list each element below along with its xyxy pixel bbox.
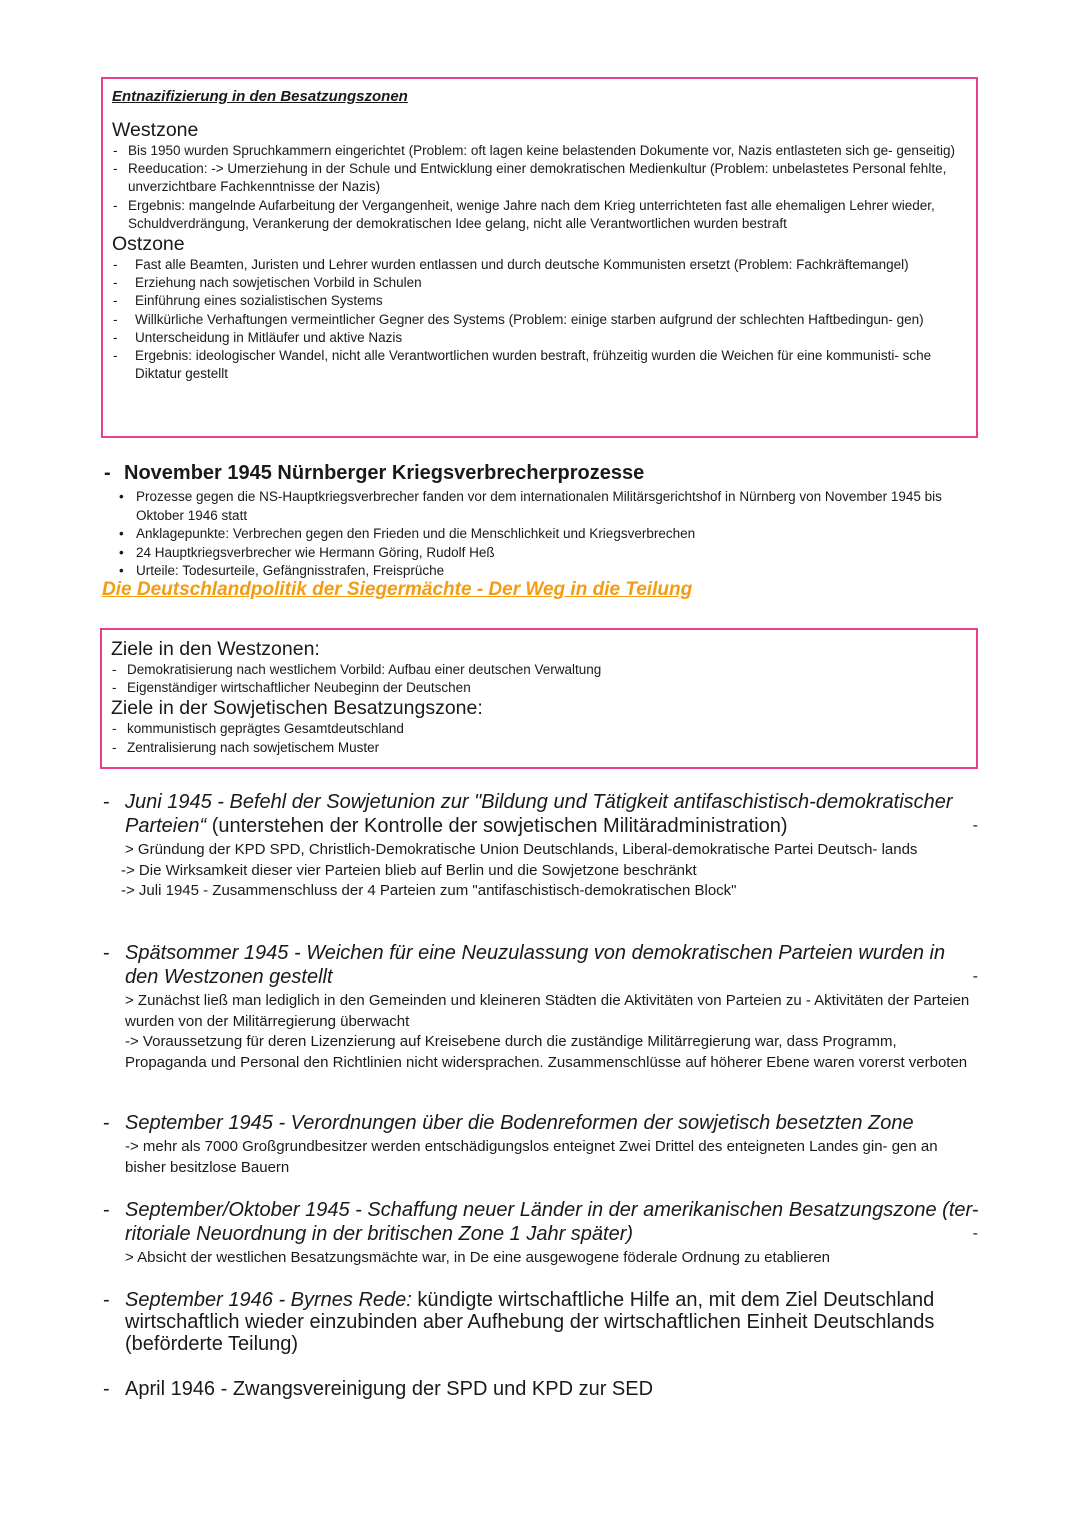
- event-detail: -> Die Wirksamkeit dieser vier Parteien blieb auf Berlin und die Sowjetzone beschränkt: [121, 861, 697, 879]
- west-goals-heading: Ziele in den Westzonen:: [111, 638, 320, 660]
- event-headline-rest: kündigte wirtschaftliche Hilfe an, mit dem Ziel Deutschland wirtschaftlich wieder einzubinden aber Aufhebung der wirtschaftlichen Einheit Deutschlands (beförderte Teilung): [125, 1289, 935, 1355]
- box-title: Entnazifizierung in den Besatzungszonen: [112, 88, 408, 105]
- list-item: • 24 Hauptkriegsverbrecher wie Hermann Göring, Rudolf Heß: [102, 544, 982, 563]
- nuremberg-section: [102, 460, 982, 581]
- event-april-1946: [100, 1377, 980, 1401]
- east-zone-heading: Ostzone: [112, 233, 185, 256]
- event-detail: > Zunächst ließ man lediglich in den Gemeinden und kleineren Städten die Aktivitäten von Parteien zu - Aktivitäten der Parteien wurden von der Militärregierung überwacht: [125, 992, 970, 1030]
- trailing-dash: -: [972, 968, 978, 985]
- list-item: • Anklagepunkte: Verbrechen gegen den Frieden und die Menschlichkeit und Kriegsverbrechen: [102, 525, 982, 544]
- event-headline-rest: April 1946 - Zwangsvereinigung der SPD und KPD zur SED: [125, 1378, 654, 1400]
- list-item: - Ergebnis: mangelnde Aufarbeitung der Vergangenheit, wenige Jahre nach dem Krieg unterrichteten fast alle ehemaligen Lehrer wieder, Schuldverdrängung, Verankerung der demokratischen Idee gelang, nicht alle Verantwortlichen wurden bestraft: [112, 197, 966, 233]
- list-item: - Demokratisierung nach westlichem Vorbild: Aufbau einer deutschen Verwaltung: [111, 661, 966, 679]
- trailing-dash: -: [972, 817, 978, 834]
- event-september-1946: [100, 1289, 980, 1355]
- event-detail: -> mehr als 7000 Großgrundbesitzer werden entschädigungslos enteignet Zwei Drittel des enteigneten Landes gin- gen an bisher besitzlose Bauern: [125, 1138, 938, 1176]
- list-item: - Unterscheidung in Mitläufer und aktive Nazis: [112, 329, 966, 347]
- west-goals-list: [111, 661, 966, 697]
- list-item: - Reeducation: -> Umerziehung in der Schule und Entwicklung einer demokratischen Medienkultur (Problem: unbelastetes Personal fehlte, unverzichtbare Fachkenntnisse der Nazis): [112, 160, 966, 196]
- event-sep-oct-1945: [100, 1198, 980, 1269]
- east-zone-list: [112, 256, 966, 383]
- denazification-box: [101, 77, 978, 438]
- event-headline: [100, 790, 980, 838]
- list-item: - Erziehung nach sowjetischen Vorbild in Schulen: [112, 274, 966, 292]
- event-headline-italic: Juni 1945 - Befehl der Sowjetunion zur "Bildung und Tätigkeit antifaschistisch-demokratischer Parteien“: [125, 791, 953, 837]
- event-headline: [100, 941, 980, 989]
- east-goals-heading: Ziele in der Sowjetischen Besatzungszone:: [111, 697, 483, 720]
- event-headline: [100, 1111, 980, 1135]
- list-item: - Ergebnis: ideologischer Wandel, nicht alle Verantwortlichen wurden bestraft, frühzeitig wurden die Weichen für eine kommunisti- sche Diktatur gestellt: [112, 347, 966, 383]
- west-zone-list: [112, 142, 966, 233]
- list-item: - Willkürliche Verhaftungen vermeintlicher Gegner des Systems (Problem: einige starben aufgrund der schlechten Haftbedingun- gen): [112, 311, 966, 329]
- list-item: - Eigenständiger wirtschaftlicher Neubeginn der Deutschen: [111, 679, 966, 697]
- event-headline: [100, 1198, 980, 1246]
- event-june-1945: [100, 790, 980, 902]
- list-item: • Urteile: Todesurteile, Gefängnisstrafen, Freisprüche: [102, 562, 982, 581]
- list-item: - Bis 1950 wurden Spruchkammern eingerichtet (Problem: oft lagen keine belastenden Dokumente vor, Nazis entlasteten sich ge- genseitig): [112, 142, 966, 160]
- event-september-1945: [100, 1111, 980, 1178]
- event-headline: [100, 1289, 980, 1355]
- event-detail: -> Juli 1945 - Zusammenschluss der 4 Parteien zum "antifaschistisch-demokratischen Block": [121, 882, 737, 899]
- section-title: Die Deutschlandpolitik der Siegermächte - Der Weg in die Teilung: [102, 579, 693, 600]
- event-detail: > Absicht der westlichen Besatzungsmächte war, in De eine ausgewogene föderale Ordnung zu etablieren: [125, 1249, 831, 1266]
- list-item: • Prozesse gegen die NS-Hauptkriegsverbrecher fanden vor dem internationalen Militärsgerichtshof in Nürnberg von November 1945 bis Oktober 1946 statt: [102, 488, 982, 525]
- nuremberg-list: [102, 488, 982, 581]
- event-headline-italic: Spätsommer 1945 - Weichen für eine Neuzulassung von demokratischen Parteien wurden in den Westzonen gestellt: [125, 942, 946, 988]
- list-item: - Einführung eines sozialistischen Systems: [112, 292, 966, 310]
- event-headline-italic: September 1945 - Verordnungen über die Bodenreformen der sowjetisch besetzten Zone: [125, 1112, 914, 1134]
- event-headline-italic: September/Oktober 1945 - Schaffung neuer Länder in der amerikanischen Besatzungszone (ter- ritoriale Neuordnung in der britischen Zone 1 Jahr später): [125, 1199, 979, 1245]
- event-detail: > Gründung der KPD SPD, Christlich-Demokratische Union Deutschlands, Liberal-demokratische Partei Deutsch- lands: [125, 841, 918, 858]
- west-zone-heading: Westzone: [112, 119, 199, 141]
- goals-box: [100, 628, 978, 769]
- event-headline-rest: (unterstehen der Kontrolle der sowjetischen Militäradministration): [206, 815, 788, 837]
- list-item: - Fast alle Beamten, Juristen und Lehrer wurden entlassen und durch deutsche Kommunisten ersetzt (Problem: Fachkräftemangel): [112, 256, 966, 274]
- event-headline-italic: September 1946 - Byrnes Rede:: [125, 1289, 412, 1311]
- event-late-summer-1945: [100, 941, 980, 1073]
- event-detail: -> Voraussetzung für deren Lizenzierung auf Kreisebene durch die zuständige Militärregierung war, dass Programm, Propaganda und Personal den Richtlinien nicht widersprachen. Zusammenschlüsse auf höherer Ebene waren vorerst verboten: [125, 1033, 968, 1071]
- nuremberg-heading: - November 1945 Nürnberger Kriegsverbrecherprozesse: [102, 460, 982, 486]
- east-goals-list: [111, 720, 966, 756]
- event-headline: [100, 1377, 980, 1401]
- list-item: - kommunistisch geprägtes Gesamtdeutschland: [111, 720, 966, 738]
- list-item: - Zentralisierung nach sowjetischem Muster: [111, 739, 966, 757]
- trailing-dash: -: [972, 1225, 978, 1242]
